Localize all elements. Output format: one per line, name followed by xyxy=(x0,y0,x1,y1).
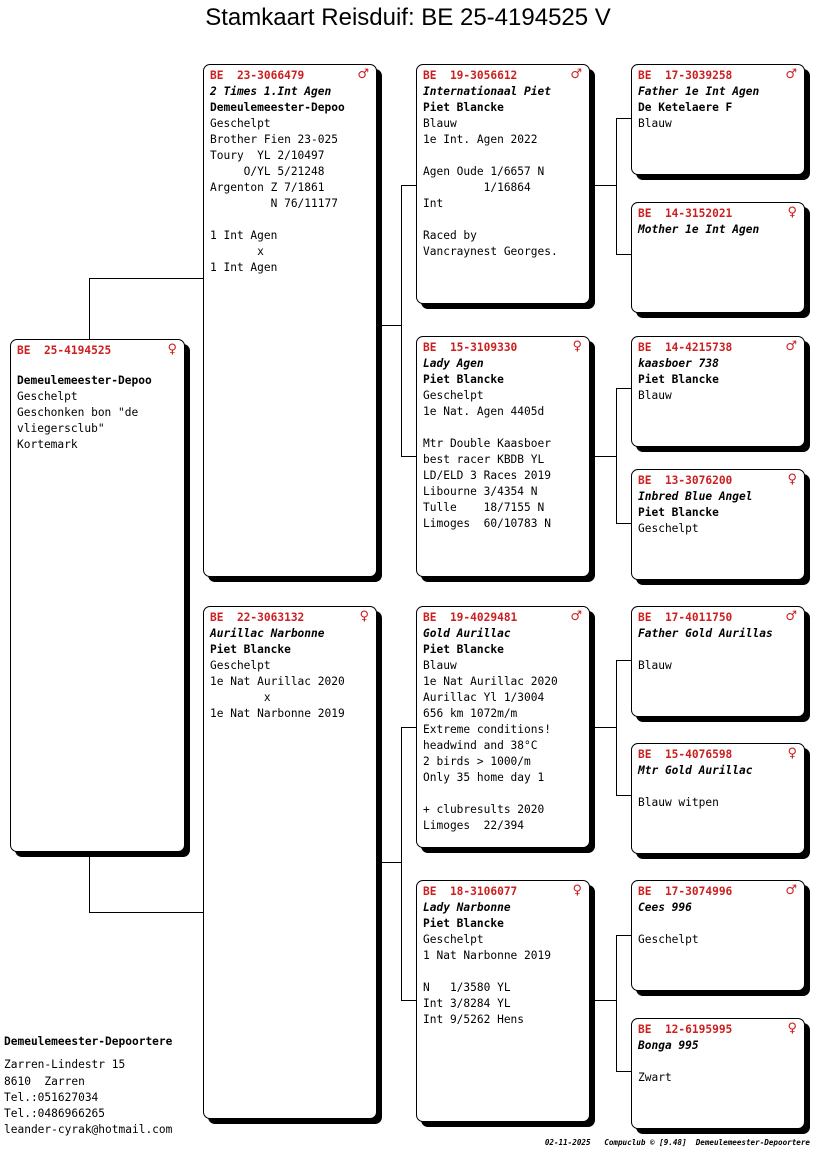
ring-number: BE 22-3063132 xyxy=(210,611,305,624)
pigeon-card-granddam-maternal[interactable] xyxy=(416,880,590,1122)
owner-mobile: Tel.:0486966265 xyxy=(4,1107,106,1121)
connector xyxy=(401,185,417,186)
pigeon-color: Geschelpt xyxy=(17,390,78,403)
pigeon-name: Bonga 995 xyxy=(638,1039,699,1052)
male-icon: ♂ xyxy=(357,67,369,82)
pigeon-name: 2 Times 1.Int Agen xyxy=(210,85,332,98)
breeder-name: Piet Blancke xyxy=(423,643,504,656)
male-icon: ♂ xyxy=(570,67,582,82)
pigeon-info: Brother Fien 23-025 Toury YL 2/10497 O/YL 5/21248 Argenton Z 7/1861 N 76/11177 1 Int Agen x 1 Int Agen xyxy=(210,133,338,274)
pigeon-color: Geschelpt xyxy=(638,933,699,946)
owner-city: 8610 Zarren xyxy=(4,1074,85,1088)
male-icon: ♂ xyxy=(785,609,797,624)
connector xyxy=(401,727,402,1000)
connector xyxy=(589,727,616,728)
connector xyxy=(616,523,632,524)
connector xyxy=(589,456,616,457)
pigeon-card-sire[interactable] xyxy=(203,64,377,577)
pigeon-info: 1e Nat Aurillac 2020 Aurillac Yl 1/3004 656 km 1072m/m Extreme conditions! headwind and 38°C 2 birds > 1000/m Only 35 home day 1 + clubresults 2020 Limoges 22/394 xyxy=(423,675,558,832)
male-icon: ♂ xyxy=(785,883,797,898)
connector xyxy=(401,727,417,728)
pigeon-color: Blauw xyxy=(638,117,672,130)
pigeon-card-grandsire-maternal[interactable] xyxy=(416,606,590,848)
pigeon-color: Blauw witpen xyxy=(638,796,719,809)
pigeon-name: Mother 1e Int Agen xyxy=(638,223,760,236)
breeder-name: Piet Blancke xyxy=(423,917,504,930)
connector xyxy=(89,278,204,279)
connector xyxy=(401,456,417,457)
breeder-name: Piet Blancke xyxy=(423,373,504,386)
pigeon-color: Blauw xyxy=(638,659,672,672)
breeder-name: Demeulemeester-Depoo xyxy=(17,374,152,387)
pigeon-name: Lady Narbonne xyxy=(423,901,511,914)
pigeon-name: Cees 996 xyxy=(638,901,692,914)
pigeon-info: 1e Nat Aurillac 2020 x 1e Nat Narbonne 2019 xyxy=(210,675,345,720)
connector xyxy=(616,795,632,796)
female-icon: ♀ xyxy=(572,883,582,898)
ring-number: BE 19-4029481 xyxy=(423,611,518,624)
pigeon-name: Lady Agen xyxy=(423,357,484,370)
pigeon-name: Mtr Gold Aurillac xyxy=(638,764,753,777)
connector xyxy=(616,118,632,119)
pigeon-info: 1e Int. Agen 2022 Agen Oude 1/6657 N 1/16864 Int Raced by Vancraynest Georges. xyxy=(423,133,558,258)
ring-number: BE 17-3039258 xyxy=(638,69,733,82)
pigeon-color: Blauw xyxy=(423,117,457,130)
ring-number: BE 17-3074996 xyxy=(638,885,733,898)
pigeon-color: Blauw xyxy=(638,389,672,402)
pigeon-card-great-grandparent[interactable] xyxy=(631,469,805,580)
pigeon-card-great-grandparent[interactable] xyxy=(631,880,805,991)
pigeon-name: Aurillac Narbonne xyxy=(210,627,325,640)
connector xyxy=(616,118,617,254)
owner-phone: Tel.:051627034 xyxy=(4,1090,99,1104)
pigeon-name: kaasboer 738 xyxy=(638,357,719,370)
ring-number: BE 15-4076598 xyxy=(638,748,733,761)
connector xyxy=(401,185,402,456)
connector xyxy=(401,1000,417,1001)
pigeon-card-grandsire-paternal[interactable] xyxy=(416,64,590,304)
owner-email: leander-cyrak@hotmail.com xyxy=(4,1123,173,1137)
breeder-name: Demeulemeester-Depoo xyxy=(210,101,345,114)
page-title: Stamkaart Reisduif: BE 25-4194525 V xyxy=(205,4,611,31)
connector xyxy=(376,862,401,863)
female-icon: ♀ xyxy=(572,339,582,354)
female-icon: ♀ xyxy=(787,1021,797,1036)
female-icon: ♀ xyxy=(359,609,369,624)
breeder-name: Piet Blancke xyxy=(638,506,719,519)
ring-number: BE 23-3066479 xyxy=(210,69,305,82)
pigeon-color: Geschelpt xyxy=(638,522,699,535)
owner-info xyxy=(4,1034,172,1139)
female-icon: ♀ xyxy=(787,472,797,487)
breeder-name: Piet Blancke xyxy=(638,373,719,386)
ring-number: BE 19-3056612 xyxy=(423,69,518,82)
pigeon-color: Geschelpt xyxy=(210,117,271,130)
connector xyxy=(616,935,617,1071)
pigeon-name: Inbred Blue Angel xyxy=(638,490,753,503)
owner-address: Zarren-Lindestr 15 xyxy=(4,1058,126,1072)
connector xyxy=(616,935,632,936)
pigeon-color: Geschelpt xyxy=(423,933,484,946)
breeder-name: Piet Blancke xyxy=(210,643,291,656)
male-icon: ♂ xyxy=(785,67,797,82)
pigeon-color: Zwart xyxy=(638,1071,672,1084)
footer-credit: 02-11-2025 Compuclub © [9.48] Demeulemeester-Depoortere xyxy=(544,1138,810,1147)
pigeon-name: Gold Aurillac xyxy=(423,627,511,640)
owner-name: Demeulemeester-Depoortere xyxy=(4,1035,173,1048)
pigeon-card-great-grandparent[interactable] xyxy=(631,64,805,175)
pigeon-color: Geschelpt xyxy=(210,659,271,672)
ring-number: BE 12-6195995 xyxy=(638,1023,733,1036)
ring-number: BE 15-3109330 xyxy=(423,341,518,354)
breeder-name: Piet Blancke xyxy=(423,101,504,114)
connector xyxy=(616,388,617,523)
male-icon: ♂ xyxy=(785,339,797,354)
connector xyxy=(589,185,616,186)
connector xyxy=(616,660,632,661)
female-icon: ♀ xyxy=(167,342,177,357)
pigeon-name xyxy=(17,359,178,373)
pigeon-card-subject[interactable] xyxy=(10,339,185,852)
pigeon-card-great-grandparent[interactable] xyxy=(631,1018,805,1129)
pigeon-name: Father Gold Aurillas xyxy=(638,627,773,640)
pigeon-info: 1 Nat Narbonne 2019 N 1/3580 YL Int 3/8284 YL Int 9/5262 Hens xyxy=(423,949,551,1026)
ring-number: BE 17-4011750 xyxy=(638,611,733,624)
pigeon-name: Father 1e Int Agen xyxy=(638,85,760,98)
pigeon-card-great-grandparent[interactable] xyxy=(631,743,805,854)
pigeon-color: Blauw xyxy=(423,659,457,672)
pigeon-info: 1e Nat. Agen 4405d Mtr Double Kaasboer best racer KBDB YL LD/ELD 3 Races 2019 Libourne 3/4354 N Tulle 18/7155 N Limoges 60/10783 N xyxy=(423,405,551,530)
male-icon: ♂ xyxy=(570,609,582,624)
female-icon: ♀ xyxy=(787,205,797,220)
pigeon-color: Geschelpt xyxy=(423,389,484,402)
female-icon: ♀ xyxy=(787,746,797,761)
pigeon-info: Geschonken bon "de vliegersclub" Kortemark xyxy=(17,406,139,451)
connector xyxy=(89,278,90,340)
pigeon-card-great-grandparent[interactable] xyxy=(631,336,805,447)
pigeon-card-granddam-paternal[interactable] xyxy=(416,336,590,577)
pigeon-card-great-grandparent[interactable] xyxy=(631,606,805,717)
ring-number: BE 13-3076200 xyxy=(638,474,733,487)
ring-number: BE 18-3106077 xyxy=(423,885,518,898)
pigeon-name: Internationaal Piet xyxy=(423,85,551,98)
connector xyxy=(89,855,90,912)
connector xyxy=(89,912,204,913)
connector xyxy=(589,1000,616,1001)
connector xyxy=(616,254,632,255)
connector xyxy=(616,388,632,389)
ring-number: BE 14-4215738 xyxy=(638,341,733,354)
pigeon-card-great-grandparent[interactable] xyxy=(631,202,805,313)
breeder-name: De Ketelaere F xyxy=(638,101,733,114)
pigeon-card-dam[interactable] xyxy=(203,606,377,1119)
ring-number: BE 14-3152021 xyxy=(638,207,733,220)
connector xyxy=(616,1071,632,1072)
connector xyxy=(616,660,617,795)
ring-number: BE 25-4194525 xyxy=(17,344,112,357)
connector xyxy=(376,325,401,326)
